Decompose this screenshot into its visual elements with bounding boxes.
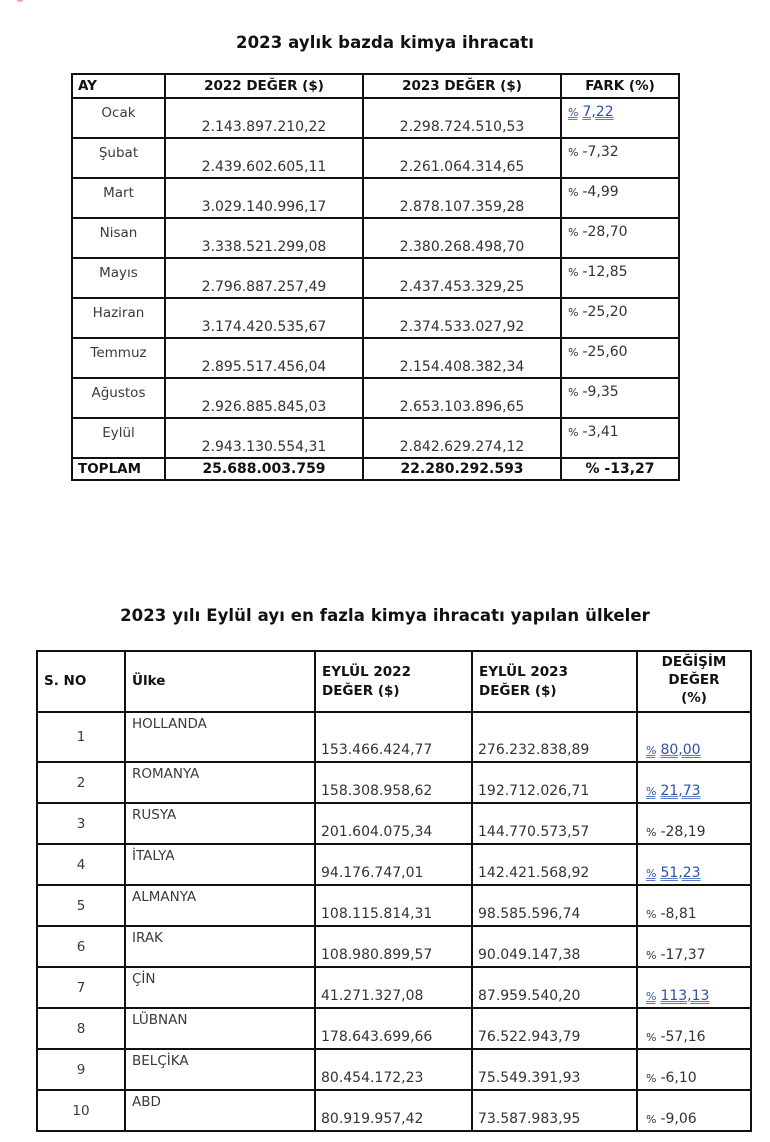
- percent-sign: %: [568, 346, 578, 359]
- month-cell: Ocak: [72, 98, 165, 138]
- header-country: Ülke: [125, 651, 315, 712]
- table-row: [37, 762, 751, 803]
- serial-no-cell: 5: [37, 885, 125, 926]
- sept-2023-value-cell: 90.049.147,38: [472, 926, 637, 967]
- percent-sign: %: [568, 146, 578, 159]
- faded-header-watermark: [8, 0, 208, 4]
- table-total-row: [72, 458, 679, 480]
- table-row: [72, 258, 679, 298]
- difference-value: [568, 384, 619, 400]
- difference-link[interactable]: [568, 104, 614, 120]
- value-2022-cell: 2.926.885.845,03: [165, 378, 363, 418]
- sept-2022-value-cell: 41.271.327,08: [315, 967, 472, 1008]
- change-value: [646, 1070, 697, 1086]
- serial-no-cell: 1: [37, 712, 125, 762]
- total-label: TOPLAM: [72, 458, 165, 480]
- sept-2022-value-cell: 94.176.747,01: [315, 844, 472, 885]
- percent-sign: %: [646, 785, 656, 798]
- sept-2022-value-cell: 158.308.958,62: [315, 762, 472, 803]
- difference-value: [568, 344, 628, 360]
- percent-sign: %: [568, 106, 578, 119]
- monthly-export-table-title: 2023 aylık bazda kimya ihracatı: [235, 33, 534, 52]
- header-sept-2022-value: [315, 651, 472, 712]
- difference-cell: [561, 418, 679, 458]
- serial-no-cell: 4: [37, 844, 125, 885]
- table-row: [37, 1008, 751, 1049]
- serial-no-cell: 2: [37, 762, 125, 803]
- month-cell: Eylül: [72, 418, 165, 458]
- table-row: [72, 418, 679, 458]
- header-line: DEĞER ($): [322, 682, 400, 699]
- country-cell: HOLLANDA: [125, 712, 315, 762]
- change-link[interactable]: [646, 742, 701, 758]
- percent-sign: %: [646, 990, 656, 1003]
- difference-number: 7,22: [582, 104, 614, 120]
- country-cell: ROMANYA: [125, 762, 315, 803]
- change-value: [646, 1111, 697, 1127]
- percent-sign: %: [646, 949, 656, 962]
- month-cell: Mayıs: [72, 258, 165, 298]
- change-number: -8,81: [660, 906, 697, 922]
- change-cell[interactable]: [637, 844, 751, 885]
- sept-2022-value-cell: 108.980.899,57: [315, 926, 472, 967]
- table-row: [37, 803, 751, 844]
- table-row: [72, 98, 679, 138]
- change-cell: [637, 803, 751, 844]
- sept-2023-value-cell: 276.232.838,89: [472, 712, 637, 762]
- table-row: [37, 712, 751, 762]
- percent-sign: %: [568, 186, 578, 199]
- country-cell: IRAK: [125, 926, 315, 967]
- header-line: DEĞİŞİM: [661, 654, 727, 670]
- sept-2023-value-cell: 142.421.568,92: [472, 844, 637, 885]
- change-value: [646, 906, 697, 922]
- header-line: EYLÜL 2023: [479, 663, 568, 680]
- header-change-percent: [637, 651, 751, 712]
- total-difference: % -13,27: [561, 458, 679, 480]
- change-number: -28,19: [660, 824, 706, 840]
- month-cell: Şubat: [72, 138, 165, 178]
- header-2022-value: 2022 DEĞER ($): [165, 74, 363, 98]
- serial-no-cell: 3: [37, 803, 125, 844]
- total-2022-value: 25.688.003.759: [165, 458, 363, 480]
- change-value: [646, 947, 706, 963]
- change-cell: [637, 1049, 751, 1090]
- month-cell: Temmuz: [72, 338, 165, 378]
- header-line: DEĞER ($): [479, 682, 557, 699]
- difference-value: [568, 144, 619, 160]
- difference-number: -3,41: [582, 424, 619, 440]
- value-2023-cell: 2.374.533.027,92: [363, 298, 561, 338]
- difference-number: -9,35: [582, 384, 619, 400]
- sept-2022-value-cell: 153.466.424,77: [315, 712, 472, 762]
- serial-no-cell: 7: [37, 967, 125, 1008]
- sept-2023-value-cell: 75.549.391,93: [472, 1049, 637, 1090]
- difference-number: -25,20: [582, 304, 628, 320]
- difference-cell: [561, 338, 679, 378]
- header-difference: FARK (%): [561, 74, 679, 98]
- value-2022-cell: 2.895.517.456,04: [165, 338, 363, 378]
- sept-2023-value-cell: 87.959.540,20: [472, 967, 637, 1008]
- percent-sign: %: [646, 1072, 656, 1085]
- country-cell: İTALYA: [125, 844, 315, 885]
- sept-2023-value-cell: 144.770.573,57: [472, 803, 637, 844]
- sept-2023-value-cell: 98.585.596,74: [472, 885, 637, 926]
- change-cell[interactable]: [637, 712, 751, 762]
- value-2022-cell: 3.174.420.535,67: [165, 298, 363, 338]
- value-2022-cell: 3.338.521.299,08: [165, 218, 363, 258]
- percent-sign: %: [568, 426, 578, 439]
- header-2023-value: 2023 DEĞER ($): [363, 74, 561, 98]
- table-row: [72, 138, 679, 178]
- month-cell: Ağustos: [72, 378, 165, 418]
- percent-sign: %: [568, 386, 578, 399]
- difference-number: -7,32: [582, 144, 619, 160]
- value-2022-cell: 2.943.130.554,31: [165, 418, 363, 458]
- country-cell: ABD: [125, 1090, 315, 1131]
- value-2022-cell: 3.029.140.996,17: [165, 178, 363, 218]
- percent-sign: %: [646, 908, 656, 921]
- change-link[interactable]: [646, 783, 701, 799]
- percent-sign: %: [646, 1113, 656, 1126]
- sept-2022-value-cell: 108.115.814,31: [315, 885, 472, 926]
- country-cell: BELÇİKA: [125, 1049, 315, 1090]
- country-cell: ÇİN: [125, 967, 315, 1008]
- country-cell: LÜBNAN: [125, 1008, 315, 1049]
- difference-number: -28,70: [582, 224, 628, 240]
- change-cell: [637, 926, 751, 967]
- sept-2023-value-cell: 192.712.026,71: [472, 762, 637, 803]
- value-2023-cell: 2.261.064.314,65: [363, 138, 561, 178]
- value-2023-cell: 2.653.103.896,65: [363, 378, 561, 418]
- month-cell: Mart: [72, 178, 165, 218]
- difference-value: [568, 304, 628, 320]
- difference-value: [568, 224, 628, 240]
- table-header-row: [72, 74, 679, 98]
- value-2022-cell: 2.796.887.257,49: [165, 258, 363, 298]
- difference-cell: [561, 258, 679, 298]
- header-serial-no: S. NO: [37, 651, 125, 712]
- header-line: DEĞER: [668, 672, 720, 688]
- difference-cell: [561, 138, 679, 178]
- top-countries-table-title: 2023 yılı Eylül ayı en fazla kimya ihracatı yapılan ülkeler: [120, 606, 650, 625]
- table-row: [37, 885, 751, 926]
- month-cell: Haziran: [72, 298, 165, 338]
- table-row: [72, 218, 679, 258]
- monthly-export-table: [71, 73, 680, 481]
- change-number: 51,23: [660, 865, 701, 881]
- percent-sign: %: [646, 1031, 656, 1044]
- sept-2022-value-cell: 80.454.172,23: [315, 1049, 472, 1090]
- percent-sign: %: [646, 744, 656, 757]
- country-cell: ALMANYA: [125, 885, 315, 926]
- table-row: [37, 1049, 751, 1090]
- table-row: [72, 378, 679, 418]
- difference-number: -4,99: [582, 184, 619, 200]
- change-number: 113,13: [660, 988, 710, 1004]
- change-link[interactable]: [646, 988, 709, 1004]
- difference-cell: [561, 178, 679, 218]
- header-month: AY: [72, 74, 165, 98]
- difference-cell[interactable]: [561, 98, 679, 138]
- change-number: -9,06: [660, 1111, 697, 1127]
- change-number: 80,00: [660, 742, 701, 758]
- change-number: -6,10: [660, 1070, 697, 1086]
- percent-sign: %: [646, 826, 656, 839]
- table-row: [72, 178, 679, 218]
- table-row: [37, 926, 751, 967]
- value-2023-cell: 2.437.453.329,25: [363, 258, 561, 298]
- header-line: EYLÜL 2022: [322, 663, 411, 680]
- serial-no-cell: 9: [37, 1049, 125, 1090]
- table-row: [37, 967, 751, 1008]
- percent-sign: %: [646, 867, 656, 880]
- percent-sign: %: [568, 226, 578, 239]
- header-sept-2023-value: [472, 651, 637, 712]
- change-number: 21,73: [660, 783, 701, 799]
- serial-no-cell: 6: [37, 926, 125, 967]
- difference-cell: [561, 218, 679, 258]
- total-2023-value: 22.280.292.593: [363, 458, 561, 480]
- difference-number: -25,60: [582, 344, 628, 360]
- difference-number: -12,85: [582, 264, 628, 280]
- serial-no-cell: 8: [37, 1008, 125, 1049]
- logo-mark-icon: [16, 0, 24, 2]
- change-number: -17,37: [660, 947, 706, 963]
- table-row: [37, 1090, 751, 1131]
- header-line: (%): [681, 690, 707, 706]
- change-cell[interactable]: [637, 762, 751, 803]
- sept-2022-value-cell: 178.643.699,66: [315, 1008, 472, 1049]
- table-header-row: [37, 651, 751, 712]
- table-row: [37, 844, 751, 885]
- change-value: [646, 1029, 706, 1045]
- value-2023-cell: 2.154.408.382,34: [363, 338, 561, 378]
- percent-sign: %: [568, 266, 578, 279]
- difference-value: [568, 424, 619, 440]
- change-cell: [637, 1008, 751, 1049]
- change-cell: [637, 1090, 751, 1131]
- sept-2022-value-cell: 80.919.957,42: [315, 1090, 472, 1131]
- serial-no-cell: 10: [37, 1090, 125, 1131]
- value-2022-cell: 2.439.602.605,11: [165, 138, 363, 178]
- sept-2022-value-cell: 201.604.075,34: [315, 803, 472, 844]
- change-link[interactable]: [646, 865, 701, 881]
- value-2022-cell: 2.143.897.210,22: [165, 98, 363, 138]
- sept-2023-value-cell: 73.587.983,95: [472, 1090, 637, 1131]
- change-number: -57,16: [660, 1029, 706, 1045]
- percent-sign: %: [568, 306, 578, 319]
- table-row: [72, 338, 679, 378]
- difference-value: [568, 184, 619, 200]
- change-cell[interactable]: [637, 967, 751, 1008]
- country-cell: RUSYA: [125, 803, 315, 844]
- change-cell: [637, 885, 751, 926]
- value-2023-cell: 2.878.107.359,28: [363, 178, 561, 218]
- difference-cell: [561, 378, 679, 418]
- value-2023-cell: 2.380.268.498,70: [363, 218, 561, 258]
- top-countries-table: [36, 650, 752, 1132]
- difference-cell: [561, 298, 679, 338]
- change-value: [646, 824, 706, 840]
- month-cell: Nisan: [72, 218, 165, 258]
- difference-value: [568, 264, 628, 280]
- sept-2023-value-cell: 76.522.943,79: [472, 1008, 637, 1049]
- value-2023-cell: 2.298.724.510,53: [363, 98, 561, 138]
- table-row: [72, 298, 679, 338]
- value-2023-cell: 2.842.629.274,12: [363, 418, 561, 458]
